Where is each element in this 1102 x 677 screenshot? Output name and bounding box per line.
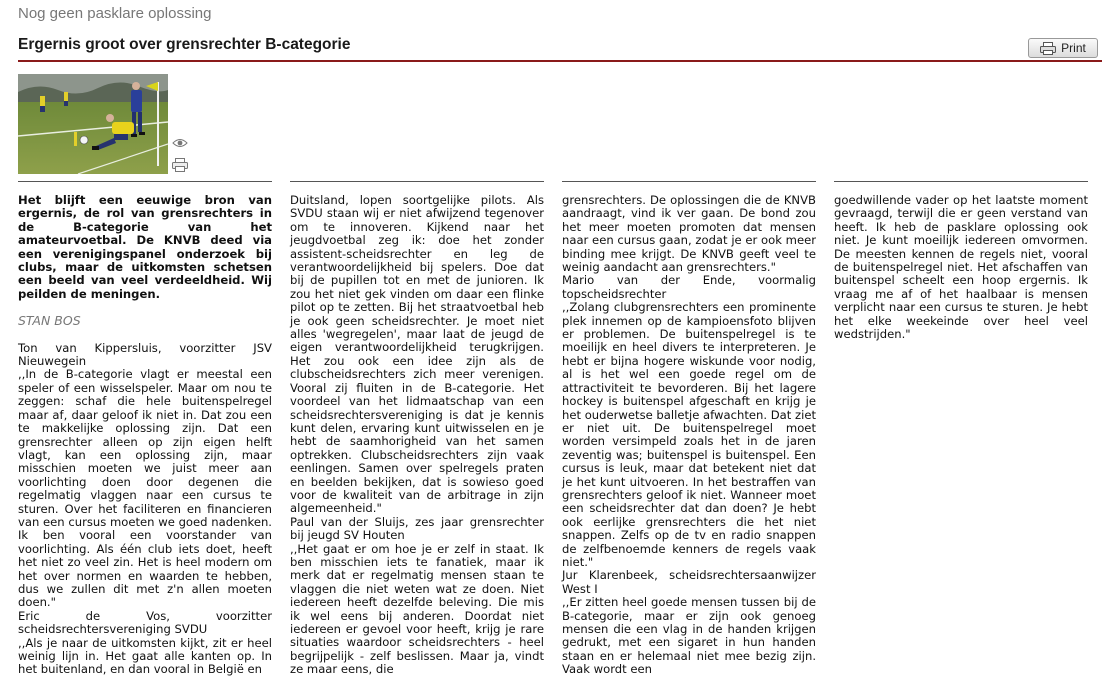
article-headline: Ergernis groot over grensrechter B-categorie: [18, 36, 351, 53]
speaker-name: Paul van der Sluijs, zes jaar grensrechter bij jeugd SV Houten: [290, 514, 544, 543]
quote-paragraph: ,,Als je naar de uitkomsten kijkt, zit er heel weinig lijn in. Het gaat alle kanten op. In het buitenland, en dan vooral in België en: [18, 635, 272, 677]
printer-icon: [1040, 42, 1056, 55]
quote-paragraph: ,,In de B-categorie vlagt er meestal een speler of een wisselspeler. Maar om nou te zeggen: schaf die hele buitenspelregel maar af, daar geloof ik niet in. Dat zou een te makkelijke oplossing zijn. Dat een grensrechter alleen op zijn eigen helft vlagt, kan een oplossing zijn, maar misschien moeten we juist meer aan voorlichting doen door degenen die regelmatig vlaggen naar een cursus te sturen. Over het faciliteren en financieren van een cursus moeten we goed nadenken. Ik ben vooral een voorstander van voorlichting. Als één club iets doet, heeft het niet zo veel zin. Het is heel modern om het over normen en waarden te hebben, dus we zullen dit met z'n allen moeten doen.": [18, 367, 272, 610]
article-photo[interactable]: [18, 74, 168, 174]
quote-paragraph: ,,Er zitten heel goede mensen tussen bij de B-categorie, maar er zijn ook genoeg mensen die een vlag in de handen krijgen gedrukt, met een sigaret in hun handen staan en er helemaal niet mee bezig zijn. Vaak wordt een: [562, 595, 816, 677]
speaker-name: Ton van Kippersluis, voorzitter JSV Nieuwegein: [18, 340, 272, 369]
quote-paragraph: ,,Het gaat er om hoe je er zelf in staat. Ik ben misschien iets te fanatiek, maar ik merk dat er regelmatig mensen staan te vlaggen die niet weten wat ze doen. Niet iedereen heeft dezelfde beleving. Die mis ik wel eens bij anderen. Doordat niet iedereen er gevoel voor heeft, krijg je rare situaties waardoor scheidsrechters - heel begrijpelijk - zelf beslissen. Maar ja, vindt ze maar eens, die: [290, 541, 544, 677]
article-column-4: [834, 194, 1088, 341]
headline-divider: [18, 60, 1102, 62]
article-column-2: [290, 194, 544, 677]
speaker-name: Mario van der Ende, voormalig topscheidsrechter: [562, 273, 816, 301]
article-column-1: [18, 194, 272, 677]
column-divider-4: [834, 181, 1088, 182]
column-divider-2: [290, 181, 544, 182]
article-column-3: [562, 194, 816, 677]
article-author: STAN BOS: [18, 313, 81, 329]
speaker-name: Eric de Vos, voorzitter scheidsrechtersvereniging SVDU: [18, 608, 272, 637]
speaker-name: Jur Klarenbeek, scheidsrechtersaanwijzer West I: [562, 568, 816, 596]
quote-paragraph: goedwillende vader op het laatste moment gevraagd, terwijl die er geen verstand van heeft. Ik heb de pasklare oplossing ook niet. Je kunt moeilijk iedereen omvormen. De meesten kennen de regels niet, vooral de buitenspelregel niet. Het afschaffen van buitenspel scheelt een hoop ergernis. Ik vraag me af of het haalbaar is mensen verplicht naar een cursus te sturen. Je hebt het elke weekeinde over heel veel wedstrijden.": [834, 193, 1088, 342]
article-kicker: Nog geen pasklare oplossing: [18, 5, 212, 22]
article-intro: Het blijft een eeuwige bron van ergernis, de rol van grensrechters in de B-categorie van het amateurvoetbal. De KNVB deed via een verenigingspanel onderzoek bij clubs, maar de uitkomsten schetsen een beeld van veel verdeeldheid. Wij peilden de meningen.: [18, 193, 272, 301]
print-photo-icon[interactable]: [172, 158, 188, 172]
column-divider-3: [562, 181, 816, 182]
column-divider-1: [18, 181, 272, 182]
print-label: Print: [1061, 41, 1086, 55]
eye-icon[interactable]: [172, 137, 188, 149]
quote-paragraph: ,,Zolang clubgrensrechters een prominente plek innemen op de kampioensfoto blijven er problemen. De buitenspelregel is te moeilijk en heel divers te interpreteren. Je hebt er bijna hogere wiskunde voor nodig, al is het wel een goede regel om de attractiviteit te bevorderen. Bij het lagere hockey is buitenspel afgeschaft en krijg je het ouderwetse balletje afwachten. Dat ziet er niet uit. De buitenspelregel moet worden versimpeld zoals het in de jaren zeventig was; buitenspel is buitenspel. Een cursus is leuk, maar dat betekent niet dat je het kunt uitvoeren. In het bestraffen van grensrechters geloof ik niet. Wanneer moet een scheidsrechter dat dan doen? Je hebt ook eerlijke grensrechters die het niet snappen. Zelfs op de tv en radio snappen de zelfbenoemde kenners de regels vaak niet.": [562, 300, 816, 569]
print-button[interactable]: [1028, 38, 1098, 58]
quote-paragraph: Duitsland, lopen soortgelijke pilots. Als SVDU staan wij er niet afwijzend tegenover om te innoveren. Kijkend naar het jeugdvoetbal zeg ik: doe het zonder assistent-scheidsrechter en leg de verantwoordelijkheid bij spelers. Doe dat bij de pupillen tot en met de junioren. Ik zou het niet gek vinden om daar een flinke pilot op te zetten. Bij het straatvoetbal heb je ook geen scheidsrechter. Je moet niet alles 'wegregelen', maar laat de jeugd de eigen verantwoordelijkheid terugkrijgen. Het zou ook een idee zijn als de clubscheidsrechters zich meer verenigen. Vooral zij fluiten in de B-categorie. Het voordeel van het lidmaatschap van een scheidsrechtersvereniging is dat je kennis kunt delen, ervaring kunt uitwisselen en je hebt de saamhorigheid van het samen optrekken. Clubscheidsrechters zijn vaak eenlingen. Samen over spelregels praten en beelden bekijken, dat is sowieso goed voor de kwaliteit van de arbitrage in zijn algemeenheid.": [290, 193, 544, 516]
football-match-photo: [18, 74, 168, 174]
quote-paragraph: grensrechters. De oplossingen die de KNVB aandraagt, vind ik ver gaan. De bond zou het meer moeten promoten dat mensen naar een cursus gaan, zodat je er ook meer binding mee krijgt. De KNVB geeft veel te weinig aandacht aan grensrechters.": [562, 193, 816, 275]
